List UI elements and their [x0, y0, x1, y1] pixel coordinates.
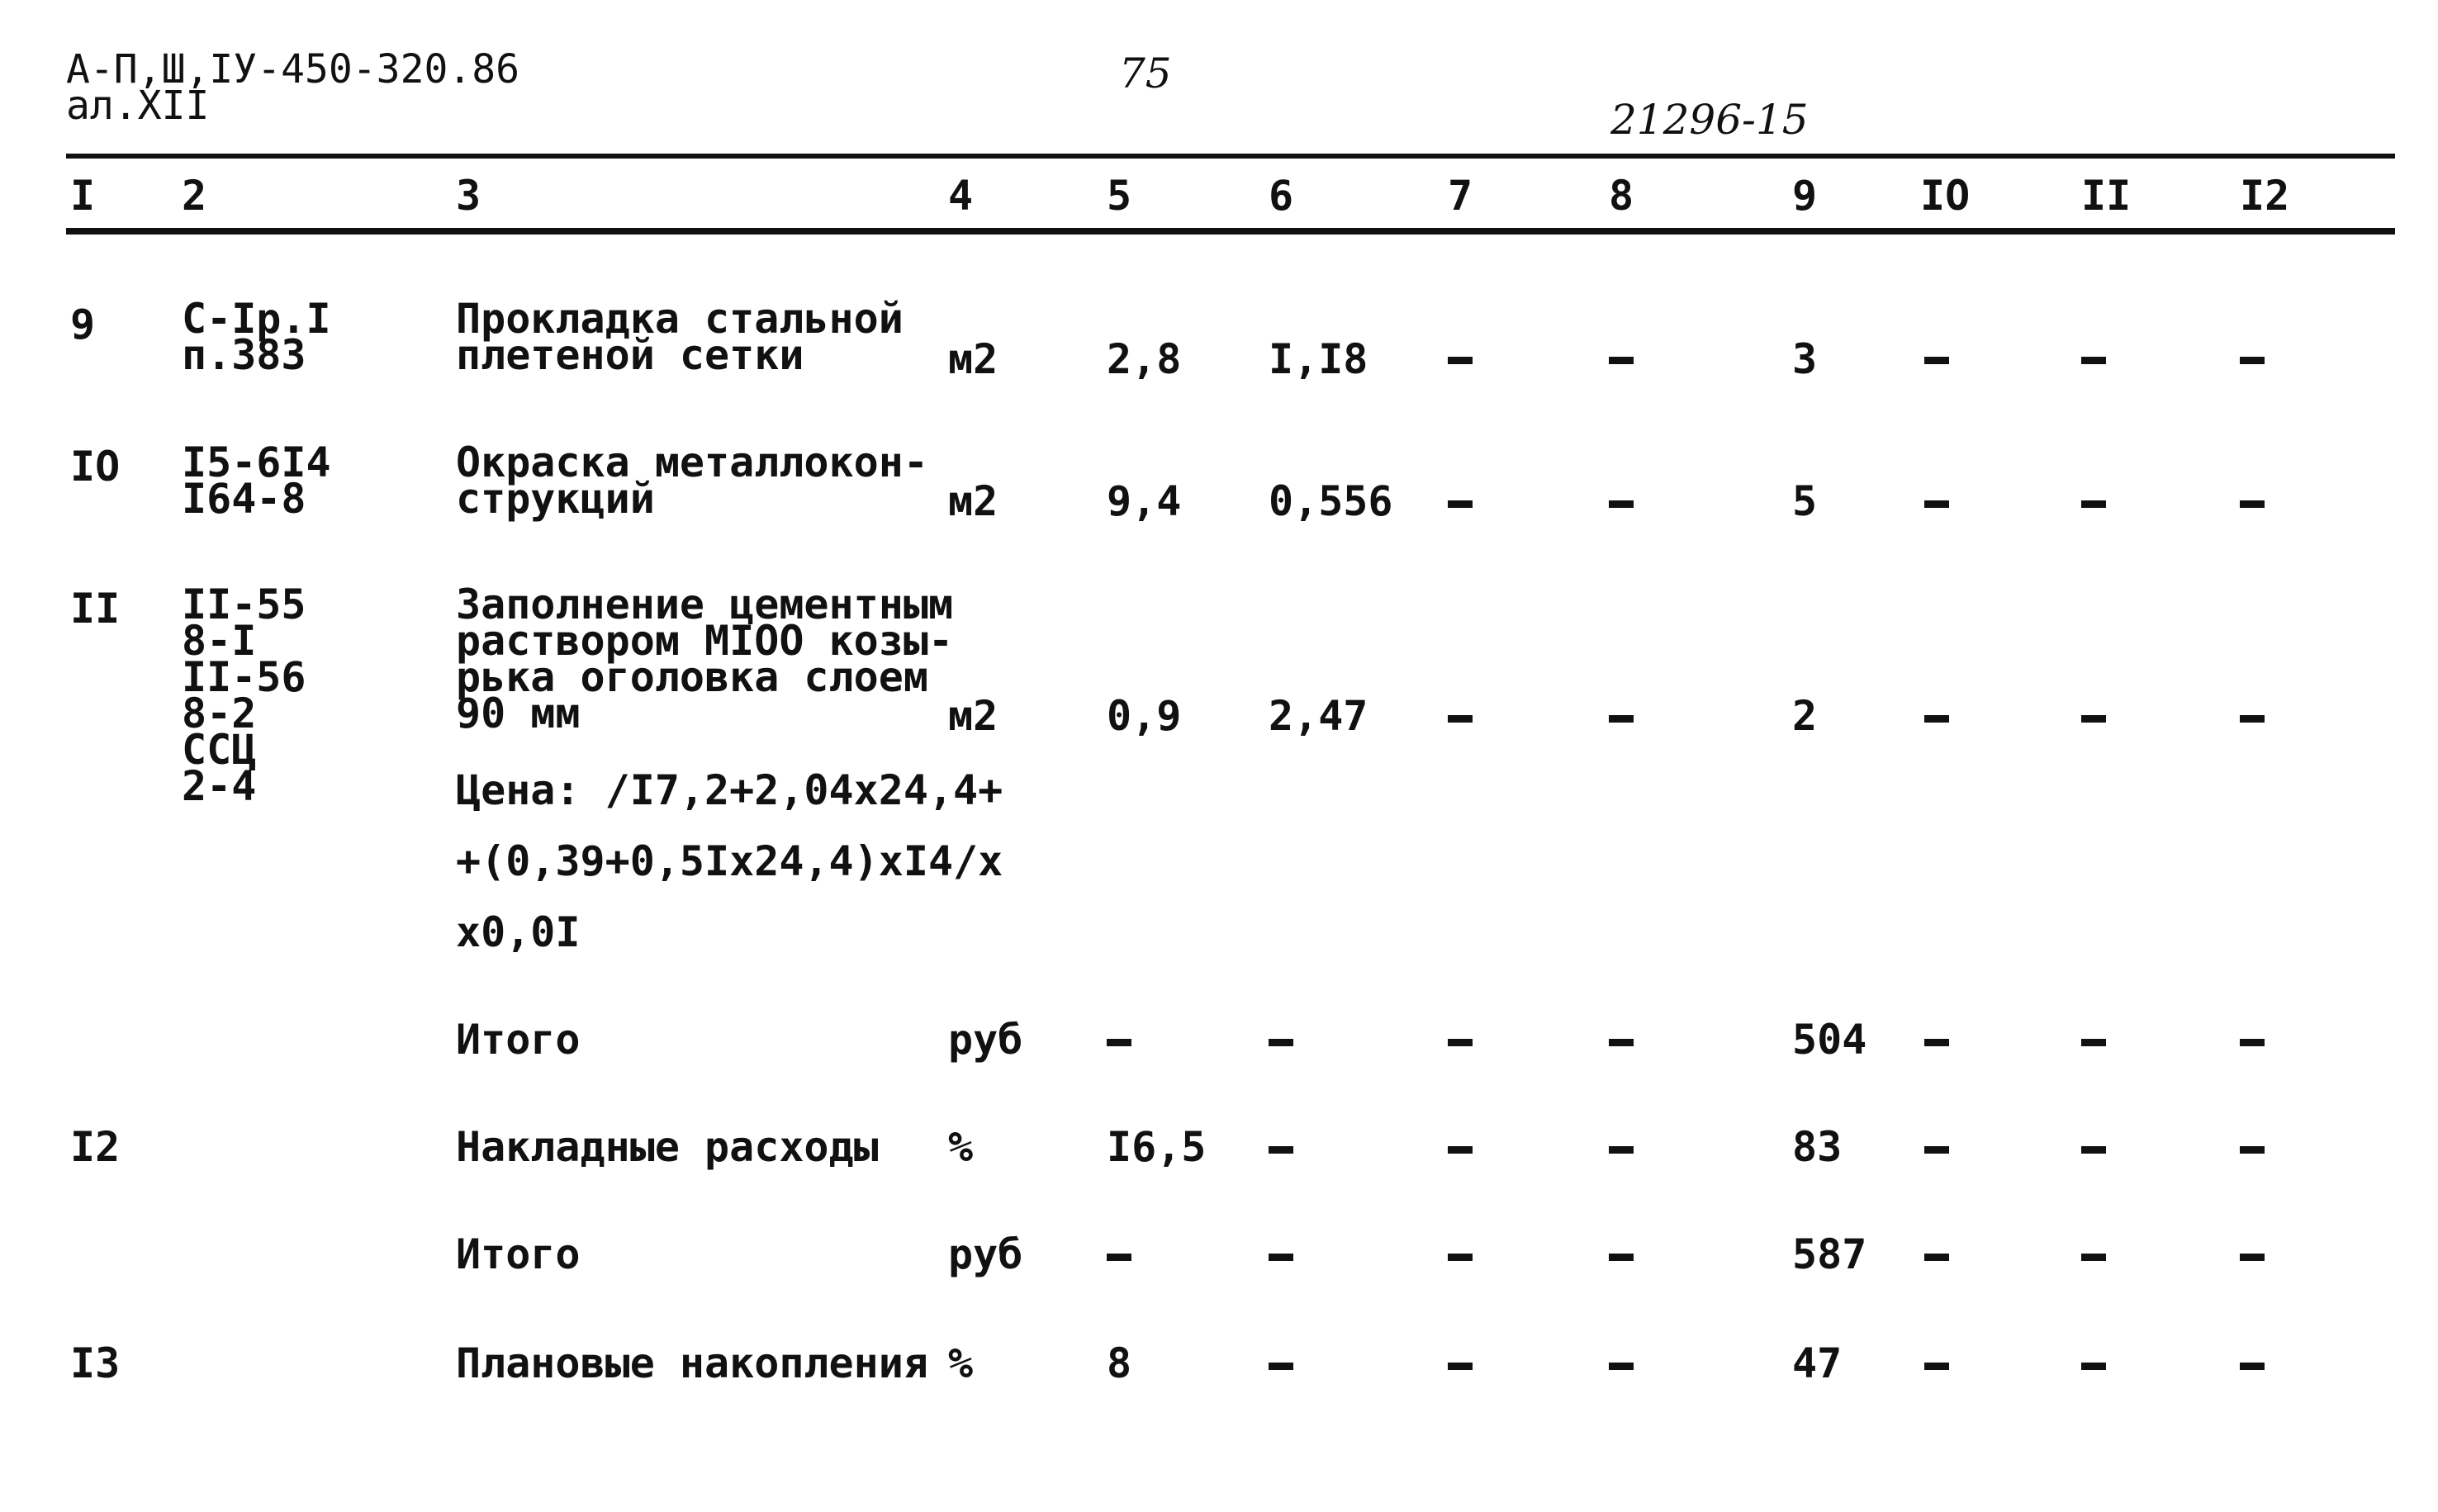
- row-col8-dash: [1609, 715, 1634, 723]
- row-description: Окраска металлокон- струкций: [456, 438, 928, 523]
- row-description: Итого: [456, 1230, 581, 1278]
- row-number: I2: [70, 1123, 121, 1171]
- row-col5: 8: [1107, 1339, 1132, 1387]
- row-number: I3: [70, 1339, 121, 1387]
- row-col5: 9,4: [1107, 477, 1182, 525]
- row-col11-dash: [2081, 715, 2106, 723]
- price-line: x0,0I: [456, 908, 581, 956]
- row-col9: 504: [1792, 1016, 1867, 1064]
- row-col11-dash: [2081, 500, 2106, 508]
- row-col10-dash: [1924, 1254, 1949, 1261]
- row-col11-dash: [2081, 1039, 2106, 1046]
- column-header: 6: [1269, 172, 1294, 220]
- row-col8-dash: [1609, 1146, 1634, 1154]
- row-col7-dash: [1448, 1039, 1473, 1046]
- row-col11-dash: [2081, 1363, 2106, 1370]
- row-col7-dash: [1448, 357, 1473, 364]
- column-header: 9: [1792, 172, 1818, 220]
- row-unit: м2: [948, 692, 998, 740]
- row-col8-dash: [1609, 1363, 1634, 1370]
- row-code: II-55 8-I II-56 8-2 ССЦ 2-4: [182, 581, 306, 810]
- row-col7-dash: [1448, 1363, 1473, 1370]
- row-col9: 83: [1792, 1123, 1843, 1171]
- row-number: 9: [70, 301, 96, 348]
- row-number: II: [70, 585, 121, 633]
- row-col6: I,I8: [1269, 335, 1368, 383]
- row-col11-dash: [2081, 1146, 2106, 1154]
- column-header: 3: [456, 172, 481, 220]
- column-header: 5: [1107, 172, 1132, 220]
- row-col12-dash: [2240, 715, 2265, 723]
- row-unit: руб: [948, 1016, 1023, 1064]
- row-col6: 0,556: [1269, 477, 1393, 525]
- row-col5: 0,9: [1107, 692, 1182, 740]
- column-header: IO: [1920, 172, 1971, 220]
- row-col7-dash: [1448, 1146, 1473, 1154]
- row-unit: м2: [948, 335, 998, 383]
- row-unit: %: [948, 1339, 974, 1387]
- row-col12-dash: [2240, 1363, 2265, 1370]
- row-col12-dash: [2240, 357, 2265, 364]
- row-unit: м2: [948, 477, 998, 525]
- row-col6: 2,47: [1269, 692, 1368, 740]
- row-number: IO: [70, 443, 121, 491]
- column-header: 8: [1609, 172, 1634, 220]
- row-col11-dash: [2081, 1254, 2106, 1261]
- row-description: Накладные расходы: [456, 1123, 879, 1171]
- row-col9: 2: [1792, 692, 1818, 740]
- row-col12-dash: [2240, 500, 2265, 508]
- row-col7-dash: [1448, 1254, 1473, 1261]
- row-col6-dash: [1269, 1039, 1293, 1046]
- row-col8-dash: [1609, 1039, 1634, 1046]
- row-col12-dash: [2240, 1039, 2265, 1046]
- row-col5-dash: [1107, 1254, 1131, 1261]
- row-unit: %: [948, 1123, 974, 1171]
- table-top-rule: [66, 154, 2395, 159]
- table-header-rule: [66, 228, 2395, 235]
- page-number: 75: [1119, 50, 1172, 97]
- row-col10-dash: [1924, 1363, 1949, 1370]
- row-description: Заполнение цементным раствором MIOO козы- рька оголовка слоем 90 мм: [456, 581, 954, 737]
- row-col9: 587: [1792, 1230, 1867, 1278]
- row-col6-dash: [1269, 1254, 1293, 1261]
- price-line: +(0,39+0,5Ix24,4)xI4/x: [456, 837, 1003, 885]
- column-header: 4: [948, 172, 974, 220]
- row-description: Итого: [456, 1016, 581, 1064]
- column-header: I: [70, 172, 96, 220]
- row-col11-dash: [2081, 357, 2106, 364]
- row-col9: 47: [1792, 1339, 1843, 1387]
- row-col9: 3: [1792, 335, 1818, 383]
- column-header: I2: [2240, 172, 2290, 220]
- row-col7-dash: [1448, 500, 1473, 508]
- row-col8-dash: [1609, 500, 1634, 508]
- doc-code: А-П,Ш,IУ-450-320.86: [66, 46, 520, 92]
- column-header: II: [2081, 172, 2132, 220]
- row-col6-dash: [1269, 1146, 1293, 1154]
- row-description: Плановые накопления: [456, 1339, 928, 1387]
- row-description: Прокладка стальной плетеной сетки: [456, 295, 904, 379]
- row-col5: 2,8: [1107, 335, 1182, 383]
- column-header: 2: [182, 172, 207, 220]
- doc-number: 21296-15: [1610, 96, 1809, 144]
- row-col10-dash: [1924, 500, 1949, 508]
- column-header: 7: [1448, 172, 1473, 220]
- row-col7-dash: [1448, 715, 1473, 723]
- row-code: I5-6I4 I64-8: [182, 438, 331, 523]
- row-col12-dash: [2240, 1254, 2265, 1261]
- row-col8-dash: [1609, 357, 1634, 364]
- row-col10-dash: [1924, 357, 1949, 364]
- row-col12-dash: [2240, 1146, 2265, 1154]
- row-col10-dash: [1924, 1146, 1949, 1154]
- row-col10-dash: [1924, 1039, 1949, 1046]
- row-col10-dash: [1924, 715, 1949, 723]
- price-line: Цена: /I7,2+2,04x24,4+: [456, 766, 1003, 814]
- row-col5-dash: [1107, 1039, 1131, 1046]
- row-col8-dash: [1609, 1254, 1634, 1261]
- row-col9: 5: [1792, 477, 1818, 525]
- doc-sheet: ал.XII: [66, 83, 210, 129]
- row-unit: руб: [948, 1230, 1023, 1278]
- row-col6-dash: [1269, 1363, 1293, 1370]
- row-code: С-Iр.I п.383: [182, 295, 331, 379]
- row-col5: I6,5: [1107, 1123, 1207, 1171]
